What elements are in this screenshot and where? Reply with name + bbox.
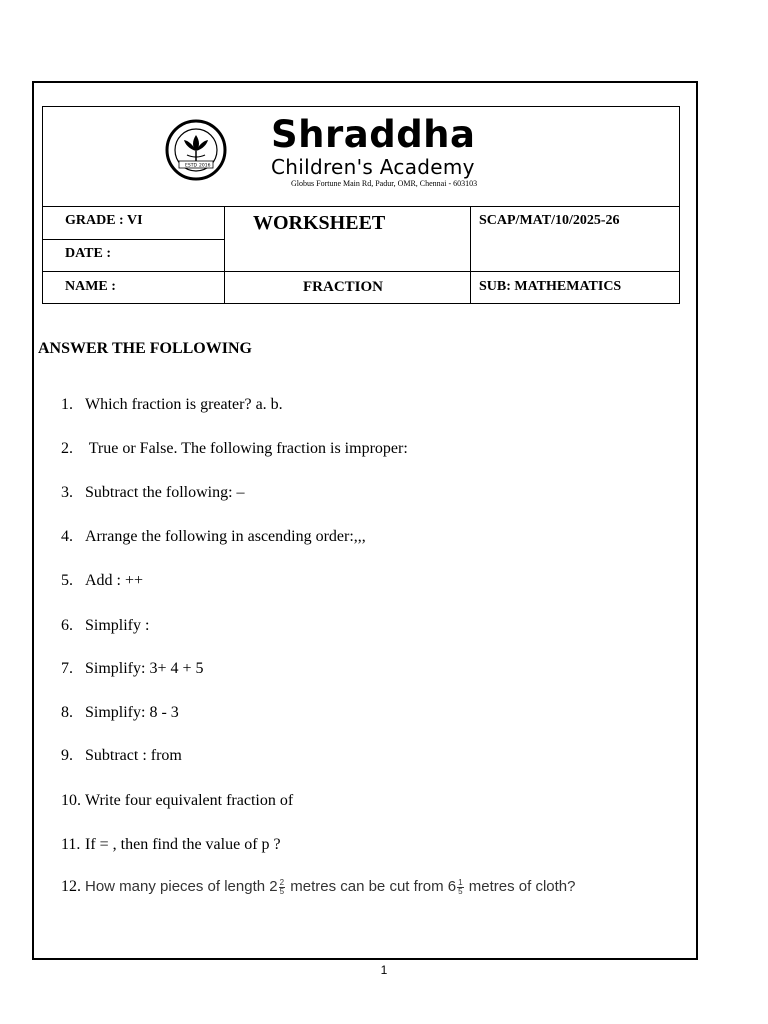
divider-horizontal-1 bbox=[43, 239, 225, 240]
question-10: 10. Write four equivalent fraction of bbox=[61, 792, 294, 809]
academy-seal-icon bbox=[165, 119, 227, 181]
seal-year: 2016 bbox=[199, 163, 211, 169]
question-11: 11. If = , then find the value of p ? bbox=[61, 836, 281, 853]
section-title: ANSWER THE FOLLOWING bbox=[38, 340, 252, 357]
question-3: 3. Subtract the following: – bbox=[61, 484, 245, 501]
grade-label: GRADE : VI bbox=[65, 213, 143, 228]
brand-subtitle: Children's Academy bbox=[271, 155, 475, 179]
worksheet-title: WORKSHEET bbox=[253, 212, 386, 234]
divider-horizontal-2 bbox=[43, 271, 679, 272]
question-7: 7. Simplify: 3+ 4 + 5 bbox=[61, 660, 204, 677]
question-6: 6. Simplify : bbox=[61, 617, 150, 634]
date-label: DATE : bbox=[65, 246, 112, 261]
brand-address: Globus Fortune Main Rd, Padur, OMR, Chennai - 603103 bbox=[291, 179, 478, 188]
question-4: 4. Arrange the following in ascending order:,,, bbox=[61, 528, 366, 545]
divider-vertical-1 bbox=[224, 206, 225, 303]
seal-estd: ESTD bbox=[185, 163, 197, 169]
subject-label: SUB: MATHEMATICS bbox=[479, 279, 622, 294]
name-label: NAME : bbox=[65, 279, 116, 294]
divider-vertical-2 bbox=[470, 206, 471, 303]
question-1: 1. Which fraction is greater? a. b. bbox=[61, 396, 283, 413]
fraction-mixed-2: $\frac{1}{5}$ bbox=[458, 877, 463, 896]
page-number: 1 bbox=[380, 963, 388, 977]
question-2: 2. True or False. The following fraction is improper: bbox=[61, 440, 408, 457]
logo-banner bbox=[43, 107, 679, 207]
topic-label: FRACTION bbox=[303, 279, 384, 295]
worksheet-header bbox=[42, 106, 680, 304]
worksheet-code: SCAP/MAT/10/2025-26 bbox=[479, 213, 620, 228]
question-8: 8. Simplify: 8 - 3 bbox=[61, 704, 179, 721]
question-5: 5. Add : ++ bbox=[61, 572, 144, 589]
fraction-mixed-1: $\frac{2}{5}$ bbox=[279, 877, 285, 896]
brand-name: Shraddha bbox=[271, 113, 476, 156]
question-12: 12. How many pieces of length 2 $\frac{2}{5}$ metres can be cut from 6 $\frac{1}{5}$ metres of cloth? bbox=[61, 877, 576, 896]
question-9: 9. Subtract : from bbox=[61, 747, 182, 764]
